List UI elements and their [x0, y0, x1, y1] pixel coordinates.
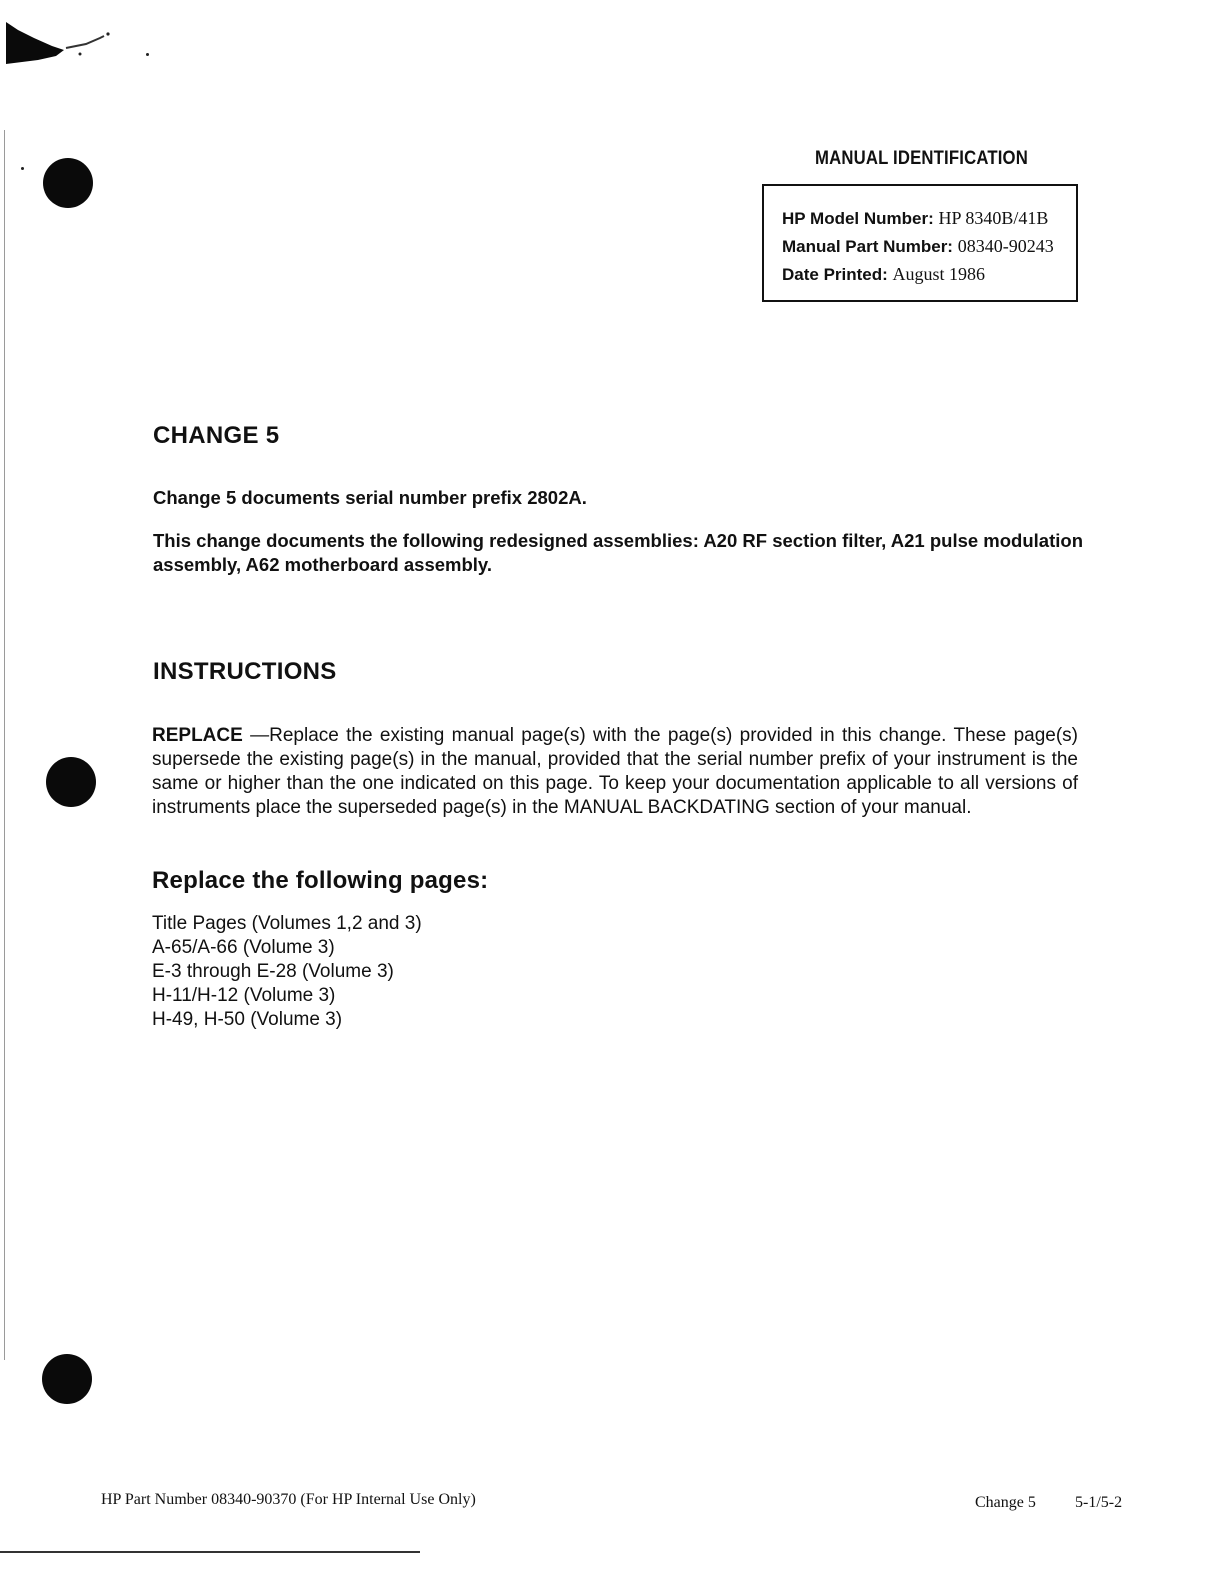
- serial-prefix-text: Change 5 documents serial number prefix 2802A.: [153, 487, 587, 508]
- redesigned-assemblies-text: This change documents the following redesigned assemblies: A20 RF section filter, A21 pulse modulation assembly, A62 motherboard assembly.: [153, 530, 1083, 575]
- replace-instructions-paragraph: [152, 724, 1078, 820]
- scan-left-edge: [4, 130, 5, 1360]
- list-item: H-49, H-50 (Volume 3): [152, 1009, 343, 1030]
- list-item: Title Pages (Volumes 1,2 and 3): [152, 913, 422, 934]
- part-number-label: Manual Part Number:: [782, 237, 953, 256]
- scan-speck: [146, 53, 149, 56]
- manual-identification-box: [762, 184, 1078, 302]
- list-item: E-3 through E-28 (Volume 3): [152, 961, 394, 982]
- binder-hole-bottom: [42, 1354, 92, 1404]
- footer-change-label: Change 5: [975, 1494, 1036, 1511]
- scan-corner-mark: [4, 20, 144, 75]
- replace-pages-heading: Replace the following pages:: [152, 867, 489, 894]
- date-printed-value: August 1986: [892, 264, 986, 284]
- part-number-value: 08340-90243: [957, 236, 1054, 256]
- model-number-line: [782, 208, 1048, 229]
- footer-part-number: HP Part Number 08340-90370 (For HP Internal Use Only): [101, 1491, 476, 1508]
- list-item: H-11/H-12 (Volume 3): [152, 985, 336, 1006]
- binder-hole-top: [43, 158, 93, 208]
- footer-page-number: 5-1/5-2: [1075, 1494, 1123, 1511]
- date-printed-label: Date Printed:: [782, 265, 888, 284]
- list-item: A-65/A-66 (Volume 3): [152, 937, 335, 958]
- instructions-heading: INSTRUCTIONS: [153, 658, 337, 685]
- replace-body: —Replace the existing manual page(s) with the page(s) provided in this change. These page(s) supersede the existing page(s) in the manual, provided that the serial number prefix of your instrument is the same or higher than the one indicated on this page. To keep your documentation applicable to all versions of instruments place the superseded page(s) in the MANUAL BACKDATING section of your manual.: [152, 725, 1078, 818]
- change-heading: CHANGE 5: [153, 422, 280, 449]
- model-number-value: HP 8340B/41B: [938, 208, 1049, 228]
- bottom-edge-line: [0, 1551, 420, 1553]
- model-number-label: HP Model Number:: [782, 209, 934, 228]
- replace-lead: REPLACE: [152, 725, 243, 746]
- date-printed-line: [782, 264, 985, 285]
- scan-speck: [21, 167, 24, 170]
- binder-hole-middle: [46, 757, 96, 807]
- manual-identification-title: MANUAL IDENTIFICATION: [815, 148, 1029, 169]
- replace-pages-list: [152, 912, 422, 1032]
- part-number-line: [782, 236, 1054, 257]
